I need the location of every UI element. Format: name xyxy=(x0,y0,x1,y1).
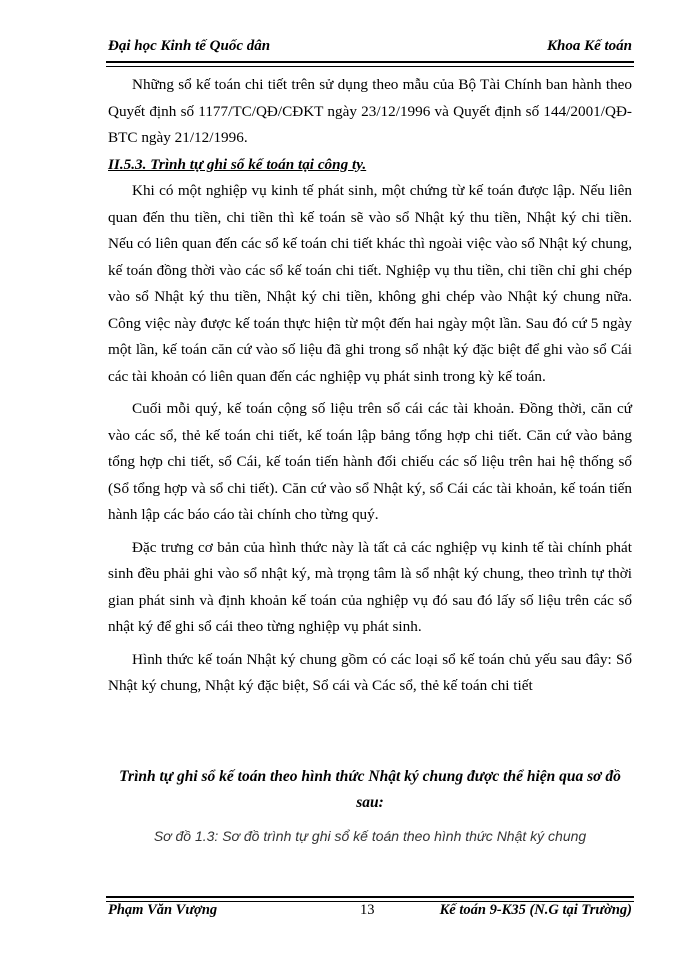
page-number: 13 xyxy=(360,902,375,918)
header-rule xyxy=(106,61,634,67)
header-faculty: Khoa Kế toán xyxy=(546,38,632,54)
document-body xyxy=(108,72,632,700)
section-heading: II.5.3. Trình tự ghi sổ kế toán tại công ty. xyxy=(108,155,367,173)
footer-class: Kế toán 9-K35 (N.G tại Trường) xyxy=(439,902,632,918)
paragraph-5: Hình thức kế toán Nhật ký chung gồm có các loại sổ kế toán chủ yếu sau đây: Sổ Nhật ký chung, Nhật ký đặc biệt, Sổ cái và Các sổ, thẻ kế toán chi tiết xyxy=(108,650,632,694)
header-university: Đại học Kinh tế Quốc dân xyxy=(108,38,271,54)
footer-author: Phạm Văn Vượng xyxy=(108,902,218,918)
paragraph-2: Khi có một nghiệp vụ kinh tế phát sinh, một chứng từ kế toán được lập. Nếu liên quan đến thu tiền, chi tiền thì kế toán sẽ vào sổ Nhật ký thu tiền, Nhật ký chi tiền. Nếu có liên quan đến các sổ kế toán chi tiết khác thì ngoài việc vào sổ Nhật ký chung, kế toán đồng thời vào các sổ kế toán chi tiết. Nghiệp vụ thu tiền, chi tiền chỉ ghi chép vào sổ Nhật ký thu tiền, Nhật ký chi tiền, không ghi chép vào Nhật ký chung nữa. Công việc này được kế toán thực hiện từ một đến hai ngày một lần. Sau đó cứ 5 ngày một lần, kế toán căn cứ vào số liệu đã ghi trong sổ nhật ký đặc biệt để ghi vào sổ Cái các tài khoản có liên quan đến các nghiệp vụ phát sinh trong kỳ kế toán. xyxy=(108,182,632,385)
paragraph-3: Cuối mỗi quý, kế toán cộng số liệu trên sổ cái các tài khoản. Đồng thời, căn cứ vào các sổ, thẻ kế toán chi tiết, kế toán lập bảng tổng hợp chi tiết. Căn cứ vào bảng tổng hợp chi tiết, sổ Cái, kế toán tiến hành đối chiếu các số liệu trên hai hệ thống sổ (Sổ tổng hợp và sổ chi tiết). Căn cứ vào sổ Nhật ký, sổ Cái các tài khoản, kế toán tiến hành lập các báo cáo tài chính cho từng quý. xyxy=(108,400,632,523)
diagram-caption: Trình tự ghi sổ kế toán theo hình thức Nhật ký chung được thể hiện qua sơ đồ sau: xyxy=(119,768,621,811)
paragraph-1: Những sổ kế toán chi tiết trên sử dụng theo mẫu của Bộ Tài Chính ban hành theo Quyết định số 1177/TC/QĐ/CĐKT ngày 23/12/1996 và Quyết định số 144/2001/QĐ-BTC ngày 21/12/1996. xyxy=(108,76,632,146)
paragraph-4: Đặc trưng cơ bản của hình thức này là tất cả các nghiệp vụ kinh tế tài chính phát sinh đều phải ghi vào sổ nhật ký, mà trọng tâm là sổ nhật ký chung, theo trình tự thời gian phát sinh và định khoản kế toán của nghiệp vụ đó sau đó lấy số liệu trên các sổ nhật ký để ghi sổ cái theo từng nghiệp vụ phát sinh. xyxy=(108,538,632,635)
diagram-subcaption: Sơ đồ 1.3: Sơ đồ trình tự ghi sổ kế toán theo hình thức Nhật ký chung xyxy=(153,828,587,844)
